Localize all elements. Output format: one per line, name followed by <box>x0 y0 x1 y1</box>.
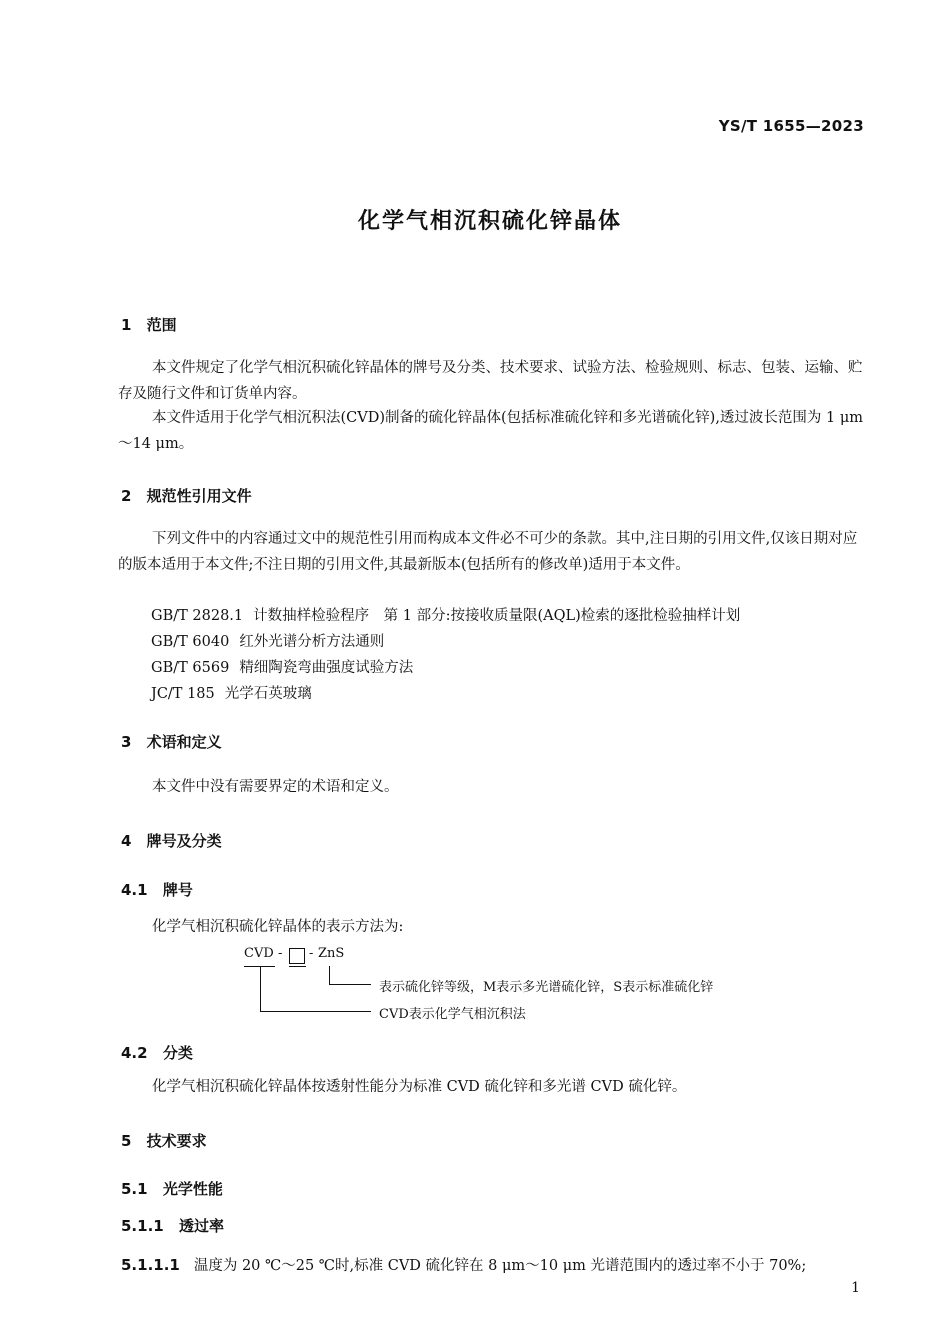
diagram-leader-line <box>260 1011 371 1012</box>
standard-number: YS/T 1655—2023 <box>718 117 864 135</box>
section-number: 2 <box>121 487 132 505</box>
diagram-annotation-cvd: CVD表示化学气相沉积法 <box>379 1007 526 1022</box>
designation-diagram <box>230 940 790 1030</box>
section-number: 3 <box>121 733 132 751</box>
section-title: 技术要求 <box>146 1132 207 1150</box>
section-5-1-heading <box>121 1178 223 1199</box>
section-number: 4.2 <box>121 1044 148 1062</box>
references-intro: 下列文件中的内容通过文中的规范性引用而构成本文件必不可少的条款。其中,注日期的引用文件,仅该日期对应的版本适用于本文件;不注日期的引用文件,其最新版本(包括所有的修改单)适用于本文件。 <box>118 531 858 573</box>
diagram-suffix-zns: ZnS <box>318 946 345 961</box>
section-number: 4.1 <box>121 881 148 899</box>
scope-paragraph-2: 本文件适用于化学气相沉积法(CVD)制备的硫化锌晶体(包括标准硫化锌和多光谱硫化锌),透过波长范围为 1 μm～14 μm。 <box>118 410 864 452</box>
section-title: 光学性能 <box>162 1180 223 1198</box>
reference-name: 光学石英玻璃 <box>224 686 312 702</box>
diagram-annotation-grade: 表示硫化锌等级，M表示多光谱硫化锌，S表示标准硫化锌 <box>379 980 714 995</box>
diagram-leader-line <box>260 966 261 1011</box>
diagram-dash: - <box>278 946 283 961</box>
section-2-heading <box>121 485 252 506</box>
section-title: 术语和定义 <box>146 733 222 751</box>
reference-name: 红外光谱分析方法通则 <box>239 634 385 650</box>
diagram-leader-line <box>329 984 371 985</box>
reference-name: 精细陶瓷弯曲强度试验方法 <box>239 660 414 676</box>
reference-code: JC/T 185 <box>151 686 215 702</box>
section-title: 透过率 <box>178 1217 224 1235</box>
reference-item <box>151 682 312 703</box>
section-number: 5.1.1 <box>121 1217 164 1235</box>
diagram-underline <box>289 966 306 967</box>
section-title: 牌号及分类 <box>146 832 222 850</box>
section-title: 范围 <box>146 316 177 334</box>
diagram-prefix-cvd: CVD <box>244 946 274 961</box>
scope-paragraph-1: 本文件规定了化学气相沉积硫化锌晶体的牌号及分类、技术要求、试验方法、检验规则、标志、包装、运输、贮存及随行文件和订货单内容。 <box>118 360 863 402</box>
reference-code: GB/T 6569 <box>151 660 230 676</box>
classification-paragraph: 化学气相沉积硫化锌晶体按透射性能分为标准 CVD 硫化锌和多光谱 CVD 硫化锌。 <box>152 1079 687 1095</box>
section-title: 规范性引用文件 <box>146 487 252 505</box>
section-title: 分类 <box>162 1044 193 1062</box>
clause-number: 5.1.1.1 <box>121 1256 180 1274</box>
designation-intro: 化学气相沉积硫化锌晶体的表示方法为: <box>152 919 404 935</box>
reference-name: 计数抽样检验程序 第 1 部分:按接收质量限(AQL)检索的逐批检验抽样计划 <box>253 608 741 624</box>
section-number: 5 <box>121 1132 132 1150</box>
section-5-1-1-heading <box>121 1215 224 1236</box>
reference-item <box>151 630 384 651</box>
section-4-heading <box>121 830 222 851</box>
section-3-heading <box>121 731 222 752</box>
section-number: 1 <box>121 316 132 334</box>
reference-item <box>151 656 413 677</box>
section-4-2-heading <box>121 1042 193 1063</box>
terms-paragraph: 本文件中没有需要界定的术语和定义。 <box>152 779 399 795</box>
clause-text: 温度为 20 ℃～25 ℃时,标准 CVD 硫化锌在 8 μm～10 μm 光谱范围内的透过率不小于 70%; <box>193 1258 807 1274</box>
section-5-heading <box>121 1130 207 1151</box>
section-number: 5.1 <box>121 1180 148 1198</box>
section-number: 4 <box>121 832 132 850</box>
section-4-1-heading <box>121 879 193 900</box>
diagram-leader-line <box>329 966 330 984</box>
reference-code: GB/T 2828.1 <box>151 608 244 624</box>
page-number: 1 <box>851 1280 860 1296</box>
reference-code: GB/T 6040 <box>151 634 230 650</box>
clause-5-1-1-1 <box>121 1254 806 1275</box>
section-1-heading <box>121 314 177 335</box>
document-title: 化学气相沉积硫化锌晶体 <box>357 209 622 234</box>
diagram-dash: - <box>309 946 314 961</box>
reference-item <box>151 604 740 625</box>
section-title: 牌号 <box>162 881 193 899</box>
diagram-grade-placeholder-box <box>289 948 305 964</box>
